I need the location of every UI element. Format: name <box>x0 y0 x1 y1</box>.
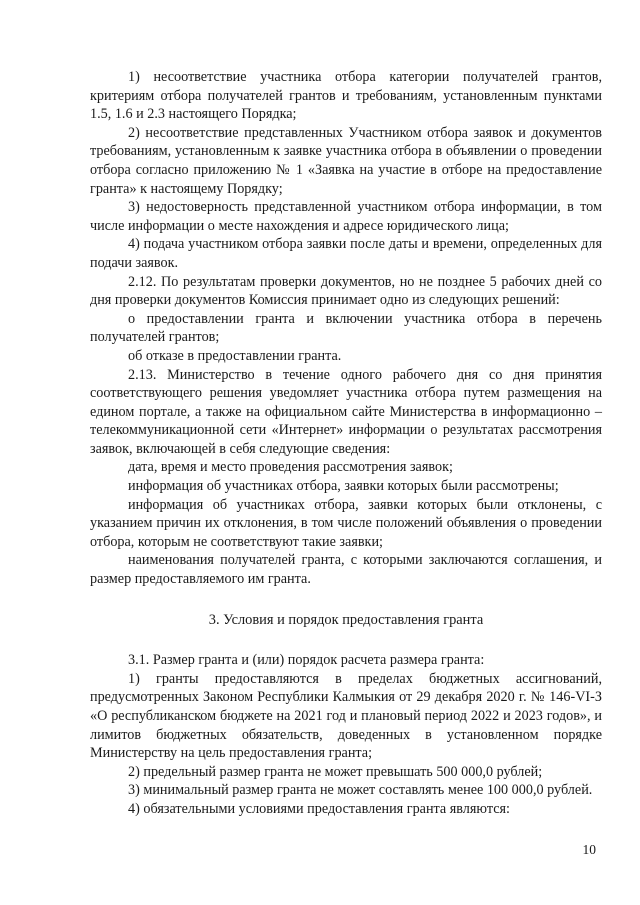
section-heading: 3. Условия и порядок предоставления гранта <box>208 611 484 628</box>
spacer <box>90 589 602 611</box>
paragraph: 4) обязательными условиями предоставления гранта являются: <box>128 800 510 817</box>
paragraph: о предоставлении гранта и включении участника отбора в перечень получателей грантов; <box>90 310 602 346</box>
paragraph: информация об участниках отбора, заявки которых были отклонены, с указанием причин их отклонения, в том числе положений объявления о проведении отбора, которым не соответствуют такие заявки; <box>90 496 602 550</box>
page-number: 10 <box>582 842 596 857</box>
paragraph: 3) недостоверность представленной участником отбора информации, в том числе информации о месте нахождения и адресе юридического лица; <box>90 199 602 234</box>
paragraph: об отказе в предоставлении гранта. <box>128 347 342 364</box>
spacer <box>90 629 602 651</box>
paragraph: 2) несоответствие представленных Участником отбора заявок и документов требованиям, установленным к заявке участника отбора в объявлении о проведении отбора согласно приложению № 1 «Заявка на участие в отборе на предоставление гранта» к настоящему Порядку; <box>90 124 602 197</box>
paragraph: 3.1. Размер гранта и (или) порядок расчета размера гранта: <box>128 652 485 669</box>
paragraph: наименования получателей гранта, с которыми заключаются соглашения, и размер предоставляемого им гранта. <box>90 552 602 588</box>
paragraph: 3) минимальный размер гранта не может составлять менее 100 000,0 рублей. <box>128 782 593 799</box>
paragraph: 4) подача участником отбора заявки после даты и времени, определенных для подачи заявок. <box>90 236 602 271</box>
paragraph: 2.13. Министерство в течение одного рабочего дня со дня принятия соответствующего решения уведомляет участника отбора путем размещения на едином портале, а также на официальном сайте Министерства в информационно – телекоммуникационной сети «Интернет» информации о результатах рассмотрения заявок, включающей в себя следующие сведения: <box>90 366 602 457</box>
paragraph: информация об участниках отбора, заявки которых были рассмотрены; <box>128 478 559 495</box>
paragraph: 1) несоответствие участника отбора категории получателей грантов, критериям отбора получателей грантов и требованиям, установленным пунктами 1.5, 1.6 и 2.3 настоящего Порядка; <box>90 69 602 123</box>
paragraph: дата, время и место проведения рассмотрения заявок; <box>128 459 453 476</box>
paragraph: 1) гранты предоставляются в пределах бюджетных ассигнований, предусмотренных Законом Республики Калмыкия от 29 декабря 2020 г. № 146-VI-З «О республиканском бюджете на 2021 год и плановый период 2022 и 2023 годов», и лимитов бюджетных обязательств, доведенных в установленном порядке Министерству на цель предоставления гранта; <box>90 670 602 762</box>
paragraph: 2.12. По результатам проверки документов, но не позднее 5 рабочих дней со дня проверки документов Комиссия принимает одно из следующих решений: <box>90 273 602 309</box>
paragraph: 2) предельный размер гранта не может превышать 500 000,0 рублей; <box>128 763 543 780</box>
document-body <box>90 68 602 819</box>
